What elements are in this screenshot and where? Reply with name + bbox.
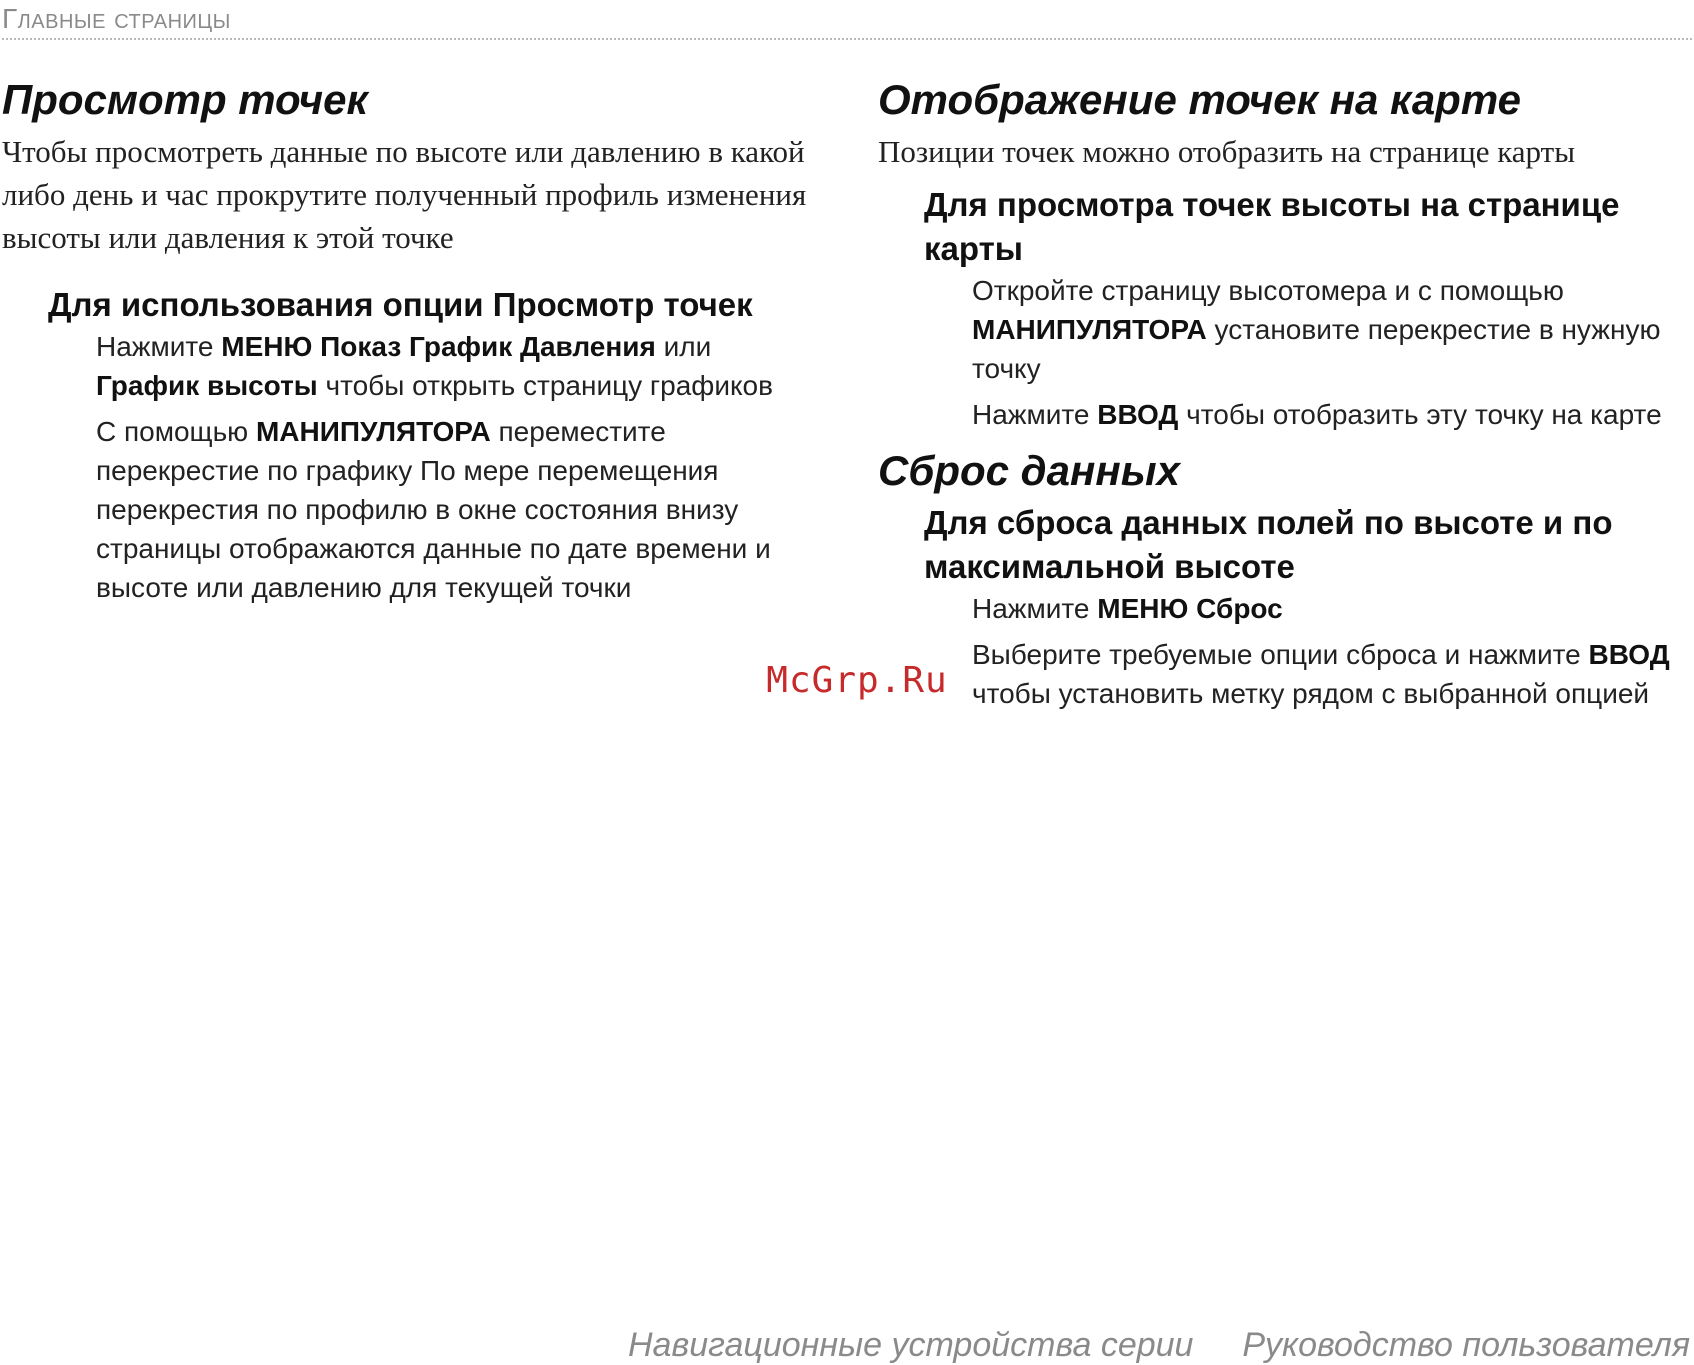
step-text: Откройте страницу высотомера и с помощью <box>972 275 1564 306</box>
right-column <box>878 70 1690 720</box>
step-text: чтобы установить метку рядом с выбранной опцией <box>972 678 1650 709</box>
watermark: McGrp.Ru <box>766 660 948 701</box>
step-text: переместите перекрестие по графику По мере перемещения перекрестия по профилю в окне состояния внизу страницы отображаются данные по дате времени и высоте или давлению для текущей точки <box>96 416 771 603</box>
running-header <box>2 0 1692 40</box>
step-open-graph <box>96 327 822 405</box>
menu-item-pressure-graph: График Давления <box>409 331 656 362</box>
procedure-title-reset: Для сброса данных полей по высоте и по максимальной высоте <box>924 504 1613 585</box>
procedure-title-view-points: Для использования опции Просмотр точек <box>48 286 753 323</box>
step-select-reset-options <box>972 635 1690 713</box>
key-enter: ВВОД <box>1588 639 1670 670</box>
step-text <box>401 331 409 362</box>
running-header-text: Главные страницы <box>2 3 231 34</box>
footer-product-series: Навигационные устройства серии <box>628 1326 1194 1364</box>
menu-item-altitude-graph: График высоты <box>96 370 318 401</box>
section-title-view-points: Просмотр точек <box>2 76 368 123</box>
left-column <box>2 70 822 614</box>
menu-item-show: Показ <box>320 331 402 362</box>
key-menu: МЕНЮ <box>1097 593 1189 624</box>
key-rocker: МАНИПУЛЯТОРА <box>255 416 491 447</box>
section-lead-view-points: Чтобы просмотреть данные по высоте или давлению в какой либо день и час прокрутите полученный профиль изменения высоты или давления к этой точке <box>2 134 807 255</box>
section-title-reset: Сброс данных <box>878 447 1180 494</box>
key-enter: ВВОД <box>1097 399 1179 430</box>
footer-manual-title: Руководство пользователя <box>1242 1326 1690 1364</box>
step-text: чтобы отобразить эту точку на карте <box>1178 399 1662 430</box>
key-menu: МЕНЮ <box>221 331 313 362</box>
section-lead-map-points: Позиции точек можно отобразить на странице карты <box>878 134 1576 169</box>
step-press-enter <box>972 395 1690 434</box>
procedure-steps-map-points <box>972 271 1690 434</box>
step-text: С помощью <box>96 416 256 447</box>
step-text: Выберите требуемые опции сброса и нажмите <box>972 639 1589 670</box>
step-open-reset <box>972 589 1690 628</box>
step-text: Нажмите <box>96 331 222 362</box>
procedure-steps-reset <box>972 589 1690 713</box>
key-rocker: МАНИПУЛЯТОРА <box>972 314 1207 345</box>
step-text: Нажмите <box>972 593 1098 624</box>
section-title-map-points: Отображение точек на карте <box>878 76 1521 123</box>
procedure-steps-view-points <box>96 327 822 607</box>
menu-item-reset: Сброс <box>1196 593 1283 624</box>
step-text <box>312 331 320 362</box>
step-text <box>1188 593 1196 624</box>
step-open-altimeter <box>972 271 1690 388</box>
step-move-crosshair <box>96 412 822 607</box>
step-text: Нажмите <box>972 399 1098 430</box>
step-text: чтобы открыть страницу графиков <box>317 370 773 401</box>
step-text: установите перекрестие в нужную точку <box>972 314 1661 384</box>
procedure-title-map-points: Для просмотра точек высоты на странице карты <box>924 186 1620 267</box>
step-text: или <box>655 331 712 362</box>
